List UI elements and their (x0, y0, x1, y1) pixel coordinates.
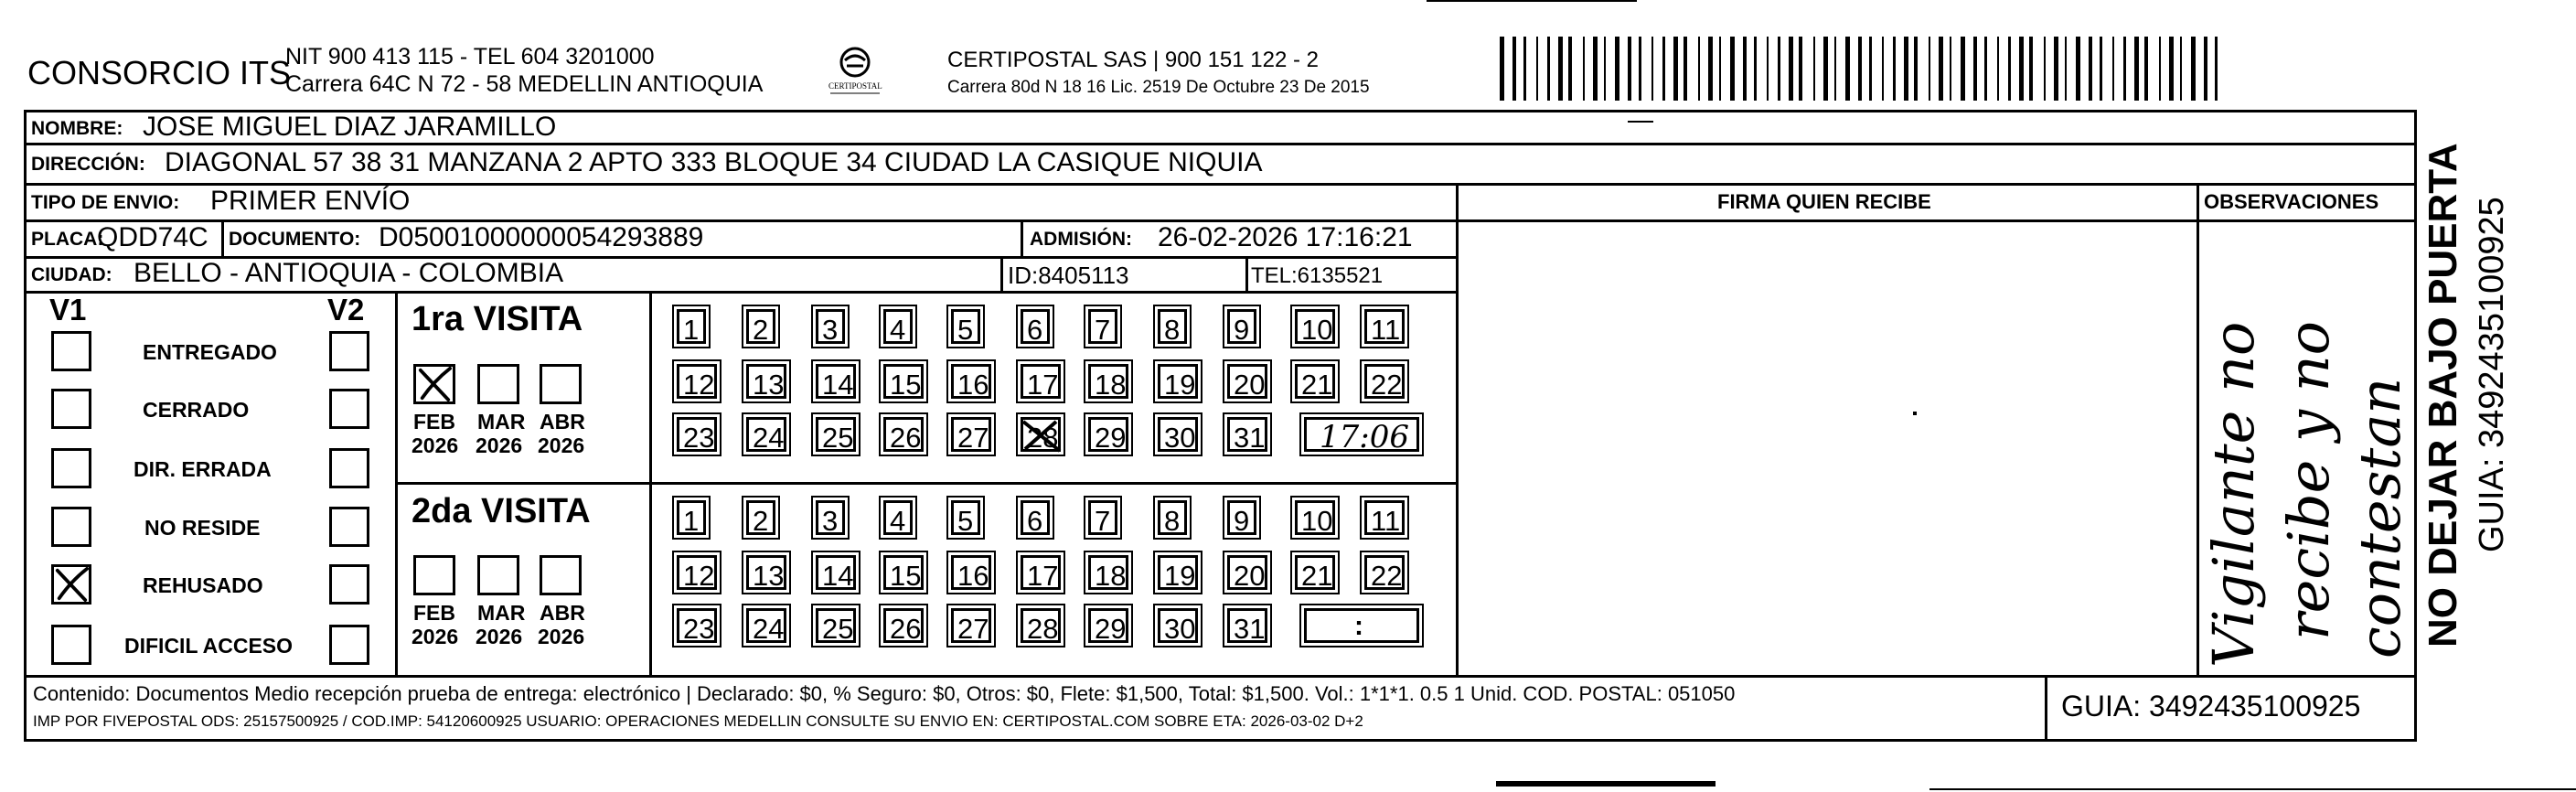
barcode-bar (2065, 37, 2067, 101)
v1-checkbox-3[interactable] (51, 507, 91, 547)
firma-speck (1913, 412, 1917, 415)
visita2-day-label: 9 (1234, 505, 1250, 537)
barcode-bar (1754, 37, 1757, 101)
visita1-day-27[interactable] (951, 417, 991, 452)
visita1-day-20[interactable] (1227, 364, 1267, 399)
scan-edge-bottom-line (1929, 788, 2576, 790)
barcode-bar (1961, 37, 1965, 101)
visita2-day-29[interactable] (1088, 608, 1128, 643)
visita2-day-label: 4 (890, 505, 906, 537)
status-label-4: REHUSADO (143, 573, 263, 597)
visita1-day-18[interactable] (1088, 364, 1128, 399)
visita1-day-label: 2 (753, 314, 769, 346)
visita2-day-23[interactable] (677, 608, 717, 643)
visita2-day-label: 15 (890, 560, 922, 592)
visita1-day-label: 16 (957, 369, 989, 401)
barcode-bar (1778, 37, 1780, 101)
v1-checkbox-0[interactable] (51, 331, 91, 371)
visita1-day-label: 7 (1095, 314, 1111, 346)
visita2-day-label: 25 (822, 613, 854, 645)
visita2-day-21[interactable] (1295, 555, 1335, 590)
ciudad-label: CIUDAD: (31, 264, 112, 285)
placa-value: QDD74C (97, 222, 208, 252)
visita2-day-9[interactable] (1227, 500, 1256, 535)
visita2-day-11[interactable] (1364, 500, 1405, 535)
visita1-day-31[interactable] (1227, 417, 1267, 452)
visita1-day-28[interactable] (1021, 417, 1061, 452)
barcode-bar (1628, 37, 1631, 101)
visita2-day-27[interactable] (951, 608, 991, 643)
direccion-label: DIRECCIÓN: (31, 154, 145, 175)
visita2-title: 2da VISITA (412, 492, 591, 530)
visita1-title: 1ra VISITA (412, 300, 583, 338)
barcode-bar (2191, 37, 2196, 101)
barcode-bar (1834, 37, 1836, 101)
form-body-bottom (24, 675, 2417, 678)
status-label-3: NO RESIDE (144, 516, 261, 540)
observaciones-divider (2197, 183, 2199, 677)
visita1-day-25[interactable] (816, 417, 856, 452)
visita1-day-label: 14 (822, 369, 854, 401)
visita2-day-label: 17 (1027, 560, 1059, 592)
barcode-bar (1568, 37, 1572, 101)
visita1-day-label: 27 (957, 422, 989, 454)
v1-header: V1 (49, 293, 87, 326)
barcode-bar (1813, 37, 1815, 101)
visita1-day-label: 26 (890, 422, 922, 454)
company-name: CONSORCIO ITS (27, 54, 292, 91)
visita2-day-label: 7 (1095, 505, 1111, 537)
v1-checkbox-5[interactable] (51, 625, 91, 665)
visita1-day-label: 11 (1371, 314, 1401, 346)
visit-divider (395, 482, 1458, 485)
barcode-bar (2076, 37, 2080, 101)
id-value: ID:8405113 (1008, 262, 1129, 289)
observaciones-header: OBSERVACIONES (2204, 190, 2379, 213)
visita2-month-checkbox-2[interactable] (540, 555, 582, 595)
barcode-bar (2180, 37, 2182, 101)
nit-line: NIT 900 413 115 - TEL 604 3201000 (285, 44, 655, 70)
frame-right (2414, 110, 2417, 741)
visita1-day-1[interactable] (677, 309, 706, 344)
barcode-bar (1651, 37, 1653, 101)
visita1-year-label-0: 2026 (412, 433, 459, 457)
barcode-bar (1615, 37, 1619, 101)
check-mark-icon (54, 567, 89, 602)
barcode-bar (1512, 37, 1516, 101)
tel-divider (1245, 256, 1248, 291)
visita1-month-checkbox-2[interactable] (540, 364, 582, 404)
barcode-bar (2123, 37, 2126, 101)
handwriting-line-2: recibe y no (2275, 321, 2342, 640)
visita1-day-label: 25 (822, 422, 854, 454)
barcode-bar (1869, 37, 1872, 101)
barcode-bar (1639, 37, 1641, 101)
row-line-5 (24, 291, 1458, 294)
status-label-2: DIR. ERRADA (134, 457, 272, 481)
barcode-bar (1583, 37, 1585, 101)
visita2-day-label: 18 (1095, 560, 1127, 592)
visita2-day-label: 20 (1234, 560, 1266, 592)
barcode-bar (1939, 37, 1943, 101)
visita1-day-6[interactable] (1021, 309, 1050, 344)
footer-guia-divider (2045, 675, 2047, 739)
visita1-day-4[interactable] (883, 309, 913, 344)
visita2-day-17[interactable] (1021, 555, 1061, 590)
barcode-bar (1823, 37, 1828, 101)
barcode-bar (1593, 37, 1598, 101)
visita1-day-label: 22 (1371, 369, 1403, 401)
visita2-day-label: 30 (1164, 613, 1196, 645)
visita2-year-label-0: 2026 (412, 625, 459, 648)
visita1-day-label: 24 (753, 422, 785, 454)
visita2-day-16[interactable] (951, 555, 991, 590)
visita2-day-label: 21 (1301, 560, 1333, 592)
v2-checkbox-4[interactable] (329, 564, 369, 605)
certipostal-line: CERTIPOSTAL SAS | 900 151 122 - 2 (947, 48, 1319, 72)
visita2-time-value: : (1354, 611, 1363, 641)
v2-checkbox-2[interactable] (329, 448, 369, 488)
visita2-day-label: 19 (1164, 560, 1196, 592)
barcode-bar (2089, 37, 2092, 101)
visita1-month-label-1: MAR (477, 410, 526, 433)
visita1-day-11[interactable] (1364, 309, 1405, 344)
visita1-day-label: 6 (1027, 314, 1043, 346)
handwriting-line-1: Vigilante no (2200, 321, 2267, 668)
visita1-day-label: 4 (890, 314, 906, 346)
barcode-bar (2044, 37, 2046, 101)
visita1-day-label: 18 (1095, 369, 1127, 401)
barcode-bar (1984, 37, 1987, 101)
visita2-day-label: 14 (822, 560, 854, 592)
ciudad-value: BELLO - ANTIOQUIA - COLOMBIA (134, 258, 564, 288)
visita2-day-28[interactable] (1021, 608, 1061, 643)
visita2-day-label: 8 (1164, 505, 1181, 537)
visita2-day-18[interactable] (1088, 555, 1128, 590)
visita2-day-15[interactable] (883, 555, 924, 590)
visita1-day-label: 12 (683, 369, 715, 401)
visita2-time-box[interactable] (1304, 608, 1419, 643)
visita1-day-label: 8 (1164, 314, 1181, 346)
visita2-day-31[interactable] (1227, 608, 1267, 643)
visita2-month-label-2: ABR (540, 601, 585, 625)
visita1-day-16[interactable] (951, 364, 991, 399)
visita1-day-label: 20 (1234, 369, 1266, 401)
barcode-bar (1547, 37, 1550, 101)
tipo-label: TIPO DE ENVIO: (31, 192, 180, 213)
barcode-bar (1536, 37, 1538, 101)
visita2-day-6[interactable] (1021, 500, 1050, 535)
barcode-bar (1893, 37, 1896, 101)
barcode-bar (1882, 37, 1884, 101)
visita1-year-label-2: 2026 (538, 433, 585, 457)
v2-header: V2 (327, 293, 365, 326)
status-label-5: DIFICIL ACCESO (124, 634, 294, 658)
visita2-day-label: 3 (822, 505, 839, 537)
barcode-bar (1799, 37, 1802, 101)
imp-line: IMP POR FIVEPOSTAL ODS: 25157500925 / COD.IMP: 54120600925 USUARIO: OPERACIONES MEDELLIN CONSULTE SU ENVIO EN: CERTIPOSTAL.COM SOBRE ETA: 2026-03-02 D+2 (33, 712, 1363, 730)
v2-checkbox-3[interactable] (329, 507, 369, 547)
visita1-day-8[interactable] (1158, 309, 1187, 344)
visita1-day-14[interactable] (816, 364, 856, 399)
status-label-1: CERRADO (143, 398, 250, 422)
visita2-day-label: 10 (1301, 505, 1333, 537)
visita1-day-label: 30 (1164, 422, 1196, 454)
admision-divider (1021, 219, 1023, 256)
visita2-month-checkbox-0[interactable] (413, 555, 455, 595)
barcode-bar (2215, 37, 2218, 101)
visita2-day-7[interactable] (1088, 500, 1117, 535)
placa-label: PLACA: (31, 229, 104, 250)
barcode-bar (1858, 37, 1862, 101)
barcode-bar (1767, 37, 1769, 101)
visita2-day-label: 27 (957, 613, 989, 645)
visita1-day-label: 13 (753, 369, 785, 401)
barcode-bar (2054, 37, 2058, 101)
check-mark-icon (416, 367, 453, 401)
visita2-day-14[interactable] (816, 555, 856, 590)
visita1-month-checkbox-1[interactable] (477, 364, 519, 404)
visita1-day-12[interactable] (677, 364, 717, 399)
visita1-day-3[interactable] (816, 309, 845, 344)
visita1-day-29[interactable] (1088, 417, 1128, 452)
visita1-time-box[interactable] (1304, 417, 1419, 455)
barcode-bar (1904, 37, 1908, 101)
barcode-bar (2019, 37, 2024, 101)
visita2-day-24[interactable] (746, 608, 786, 643)
visita1-day-9[interactable] (1227, 309, 1256, 344)
barcode-bar (2134, 37, 2139, 101)
barcode-bar (1973, 37, 1977, 101)
visita2-day-label: 29 (1095, 613, 1127, 645)
barcode-bar (1558, 37, 1563, 101)
row-line-1 (24, 143, 2417, 145)
tel-value: TEL:6135521 (1251, 263, 1384, 288)
visita2-day-12[interactable] (677, 555, 717, 590)
visita2-day-19[interactable] (1158, 555, 1198, 590)
license-line: Carrera 80d N 18 16 Lic. 2519 De Octubre 23 De 2015 (947, 78, 1370, 97)
visita2-day-10[interactable] (1295, 500, 1335, 535)
barcode-bar (1604, 37, 1606, 101)
barcode-bar (1730, 37, 1735, 101)
placa-divider (221, 219, 224, 256)
nombre-value: JOSE MIGUEL DIAZ JARAMILLO (143, 112, 557, 142)
barcode-bar (1683, 37, 1687, 101)
barcode-mark (1628, 121, 1653, 123)
v1-checkbox-4[interactable] (51, 564, 91, 605)
visita1-day-7[interactable] (1088, 309, 1117, 344)
barcode-bar (2112, 37, 2114, 101)
v1-checkbox-1[interactable] (51, 389, 91, 429)
visita1-day-26[interactable] (883, 417, 924, 452)
visita1-day-24[interactable] (746, 417, 786, 452)
scan-edge-bottom (1496, 781, 1716, 787)
visita1-year-label-1: 2026 (476, 433, 523, 457)
visita2-day-2[interactable] (746, 500, 775, 535)
visita2-day-label: 31 (1234, 613, 1266, 645)
logo-text: CERTIPOSTAL (828, 81, 882, 91)
visita2-day-8[interactable] (1158, 500, 1187, 535)
visita1-day-10[interactable] (1295, 309, 1335, 344)
visita2-day-4[interactable] (883, 500, 913, 535)
visita2-day-label: 28 (1027, 613, 1059, 645)
barcode-bar (1662, 37, 1665, 101)
visita1-day-2[interactable] (746, 309, 775, 344)
barcode-bar (2144, 37, 2148, 101)
barcode-bar (1950, 37, 1951, 101)
visita2-day-3[interactable] (816, 500, 845, 535)
visita1-month-checkbox-0[interactable] (413, 364, 455, 404)
visita2-day-label: 16 (957, 560, 989, 592)
visita2-day-label: 5 (957, 505, 974, 537)
visita2-day-5[interactable] (951, 500, 980, 535)
visita1-day-label: 23 (683, 422, 715, 454)
barcode-bar (1708, 37, 1713, 101)
visita1-day-label: 3 (822, 314, 839, 346)
visita1-day-label: 17 (1027, 369, 1059, 401)
barcode-bar (2029, 37, 2033, 101)
v2-checkbox-0[interactable] (329, 331, 369, 371)
visita2-day-label: 13 (753, 560, 785, 592)
visita1-month-label-0: FEB (413, 410, 455, 433)
visita1-day-label: 21 (1301, 369, 1333, 401)
visita2-day-20[interactable] (1227, 555, 1267, 590)
visita1-time-value: 17:06 (1320, 419, 1409, 455)
firma-header: FIRMA QUIEN RECIBE (1717, 190, 1931, 213)
barcode-bar (2169, 37, 2174, 101)
barcode-bar (2159, 37, 2161, 101)
footer-guia: GUIA: 3492435100925 (2061, 690, 2361, 722)
barcode-bar (1673, 37, 1678, 101)
barcode-bar (2100, 37, 2102, 101)
side-guia: GUIA: 3492435100925 (2473, 197, 2511, 552)
barcode-bar (1789, 37, 1793, 101)
visita2-day-25[interactable] (816, 608, 856, 643)
visita1-day-label: 15 (890, 369, 922, 401)
barcode (0, 0, 2576, 110)
visita1-month-label-2: ABR (540, 410, 585, 433)
visita2-day-1[interactable] (677, 500, 706, 535)
documento-label: DOCUMENTO: (229, 229, 361, 250)
visita1-day-23[interactable] (677, 417, 717, 452)
barcode-bar (2008, 37, 2011, 101)
visita2-day-30[interactable] (1158, 608, 1198, 643)
visita2-day-13[interactable] (746, 555, 786, 590)
no-dejar-bajo-puerta: NO DEJAR BAJO PUERTA (2421, 143, 2465, 648)
visita1-day-label: 10 (1301, 314, 1333, 346)
visita2-day-26[interactable] (883, 608, 924, 643)
admision-label: ADMISIÓN: (1030, 229, 1132, 250)
visita2-day-label: 1 (683, 505, 700, 537)
v1-checkbox-2[interactable] (51, 448, 91, 488)
visita2-year-label-1: 2026 (476, 625, 523, 648)
visita2-day-label: 23 (683, 613, 715, 645)
visita1-day-17[interactable] (1021, 364, 1061, 399)
barcode-bar (1719, 37, 1721, 101)
calendar-divider (649, 291, 652, 675)
frame-bottom (24, 739, 2417, 742)
handwriting-line-3: contestan (2346, 377, 2413, 658)
visita1-day-label: 1 (683, 314, 700, 346)
direccion-value: DIAGONAL 57 38 31 MANZANA 2 APTO 333 BLOQUE 34 CIUDAD LA CASIQUE NIQUIA (165, 147, 1263, 177)
frame-left (24, 110, 27, 741)
visita1-day-30[interactable] (1158, 417, 1198, 452)
v2-checkbox-5[interactable] (329, 625, 369, 665)
visita2-month-label-0: FEB (413, 601, 455, 625)
visita1-day-21[interactable] (1295, 364, 1335, 399)
visita1-day-19[interactable] (1158, 364, 1198, 399)
cross-out-icon (1020, 416, 1064, 455)
barcode-bar (1997, 37, 1999, 101)
visita1-day-label: 31 (1234, 422, 1266, 454)
visita1-day-label: 9 (1234, 314, 1250, 346)
firma-divider (1456, 183, 1459, 677)
barcode-bar (1929, 37, 1930, 101)
visita1-day-5[interactable] (951, 309, 980, 344)
barcode-bar (1743, 37, 1747, 101)
barcode-bar (1914, 37, 1918, 101)
visita2-year-label-2: 2026 (538, 625, 585, 648)
visita2-day-label: 24 (753, 613, 785, 645)
status-label-0: ENTREGADO (143, 340, 277, 364)
visita2-day-label: 26 (890, 613, 922, 645)
visita1-day-22[interactable] (1364, 364, 1405, 399)
admision-value: 26-02-2026 17:16:21 (1158, 222, 1413, 252)
documento-value: D05001000000054293889 (379, 222, 704, 252)
visita2-month-checkbox-1[interactable] (477, 555, 519, 595)
nombre-label: NOMBRE: (31, 118, 123, 139)
address-line: Carrera 64C N 72 - 58 MEDELLIN ANTIOQUIA (285, 71, 764, 97)
barcode-bar (1698, 37, 1700, 101)
visita2-day-label: 22 (1371, 560, 1403, 592)
tipo-value: PRIMER ENVÍO (210, 186, 411, 216)
visita1-day-label: 5 (957, 314, 974, 346)
visita2-day-label: 12 (683, 560, 715, 592)
barcode-bar (1845, 37, 1850, 101)
barcode-bar (1500, 37, 1504, 101)
barcode-bar (1523, 37, 1526, 101)
visita2-day-22[interactable] (1364, 555, 1405, 590)
visita1-day-13[interactable] (746, 364, 786, 399)
id-divider (1000, 256, 1003, 291)
contenido-line: Contenido: Documentos Medio recepción prueba de entrega: electrónico | Declarado: $0, % Seguro: $0, Otros: $0, Flete: $1,500, Total: $1,500. Vol.: 1*1*1. 0.5 1 Unid. COD. POSTAL: 051050 (33, 682, 1736, 705)
visita1-day-label: 19 (1164, 369, 1196, 401)
v2-checkbox-1[interactable] (329, 389, 369, 429)
visita1-day-label: 28 (1027, 422, 1059, 454)
visita2-day-label: 11 (1371, 505, 1401, 537)
visita2-day-label: 6 (1027, 505, 1043, 537)
barcode-bar (2204, 37, 2207, 101)
visita1-day-15[interactable] (883, 364, 924, 399)
visita2-month-label-1: MAR (477, 601, 526, 625)
visita1-day-label: 29 (1095, 422, 1127, 454)
visita2-day-label: 2 (753, 505, 769, 537)
